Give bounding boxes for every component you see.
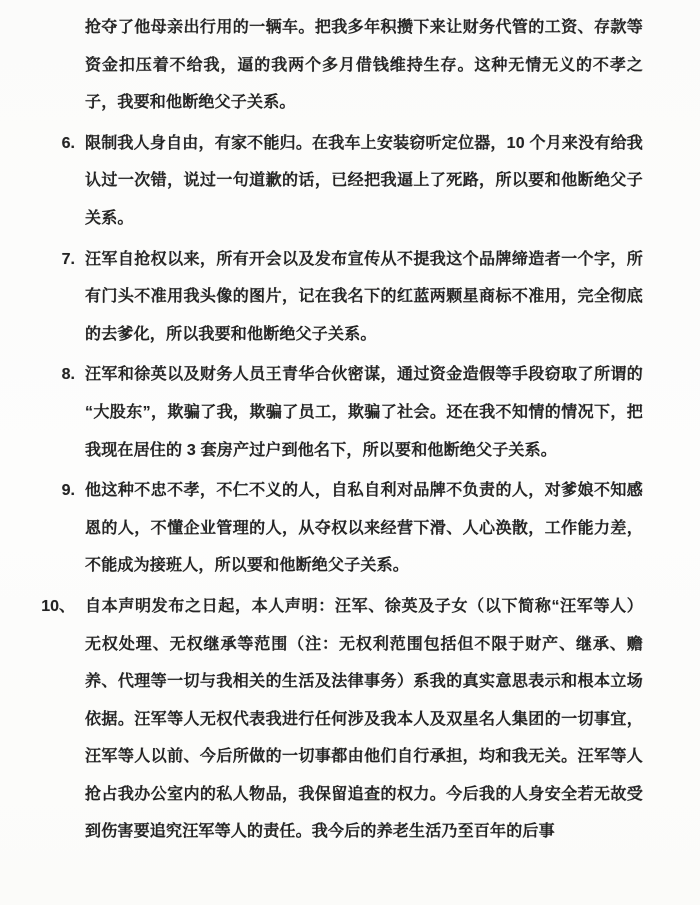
list-item-text: 汪军自抢权以来，所有开会以及发布宣传从不提我这个品牌缔造者一个字，所有门头不准用我头像的图片，记在我名下的红蓝两颗星商标不准用，完全彻底的去爹化，所以我要和他断绝父子关系。 xyxy=(85,250,643,343)
list-item-text: 自本声明发布之日起，本人声明：汪军、徐英及子女（以下简称“汪军等人）无权处理、无权继承等范围（注：无权利范围包括但不限于财产、继承、赡养、代理等一切与我相关的生活及法律事务）系我的真实意思表示和根本立场依据。汪军等人无权代表我进行任何涉及我本人及双星名人集团的一切事宜，汪军等人以前、今后所做的一切事都由他们自行承担，均和我无关。汪军等人抢占我办公室内的私人物品，我保留追查的权力。今后我的人身安全若无故受到伤害要追究汪军等人的责任。我今后的养老生活乃至百年的后事 xyxy=(85,597,643,841)
list-item xyxy=(61,472,643,585)
list-item xyxy=(61,241,643,354)
list-item-number: 10、 xyxy=(41,597,75,615)
list-item xyxy=(41,588,643,851)
paragraph-intro: 抢夺了他母亲出行用的一辆车。把我多年积攒下来让财务代管的工资、存款等资金扣压着不给我，逼的我两个多月借钱维持生存。这种无情无义的不孝之子，我要和他断绝父子关系。 xyxy=(85,19,643,112)
list-item-number: 7. xyxy=(61,250,75,268)
list-item-text: 限制我人身自由，有家不能归。在我车上安装窃听定位器，10 个月来没有给我认过一次错，说过一句道歉的话，已经把我逼上了死路，所以要和他断绝父子关系。 xyxy=(85,134,643,227)
list-item-number: 9. xyxy=(61,482,75,500)
list-item xyxy=(61,125,643,238)
list-item-number: 6. xyxy=(61,134,75,152)
list-item-text: 他这种不忠不孝，不仁不义的人，自私自利对品牌不负责的人，对爹娘不知感恩的人，不懂企业管理的人，从夺权以来经营下滑、人心涣散，工作能力差，不能成为接班人，所以要和他断绝父子关系。 xyxy=(85,482,643,575)
list-item-number: 8. xyxy=(61,366,75,384)
list-item-text: 汪军和徐英以及财务人员王青华合伙密谋，通过资金造假等手段窃取了所谓的“大股东”，欺骗了我，欺骗了员工，欺骗了社会。还在我不知情的情况下，把我现在居住的 3 套房产过户到他名下，所以要和他断绝父子关系。 xyxy=(85,366,643,459)
list-item xyxy=(61,356,643,469)
